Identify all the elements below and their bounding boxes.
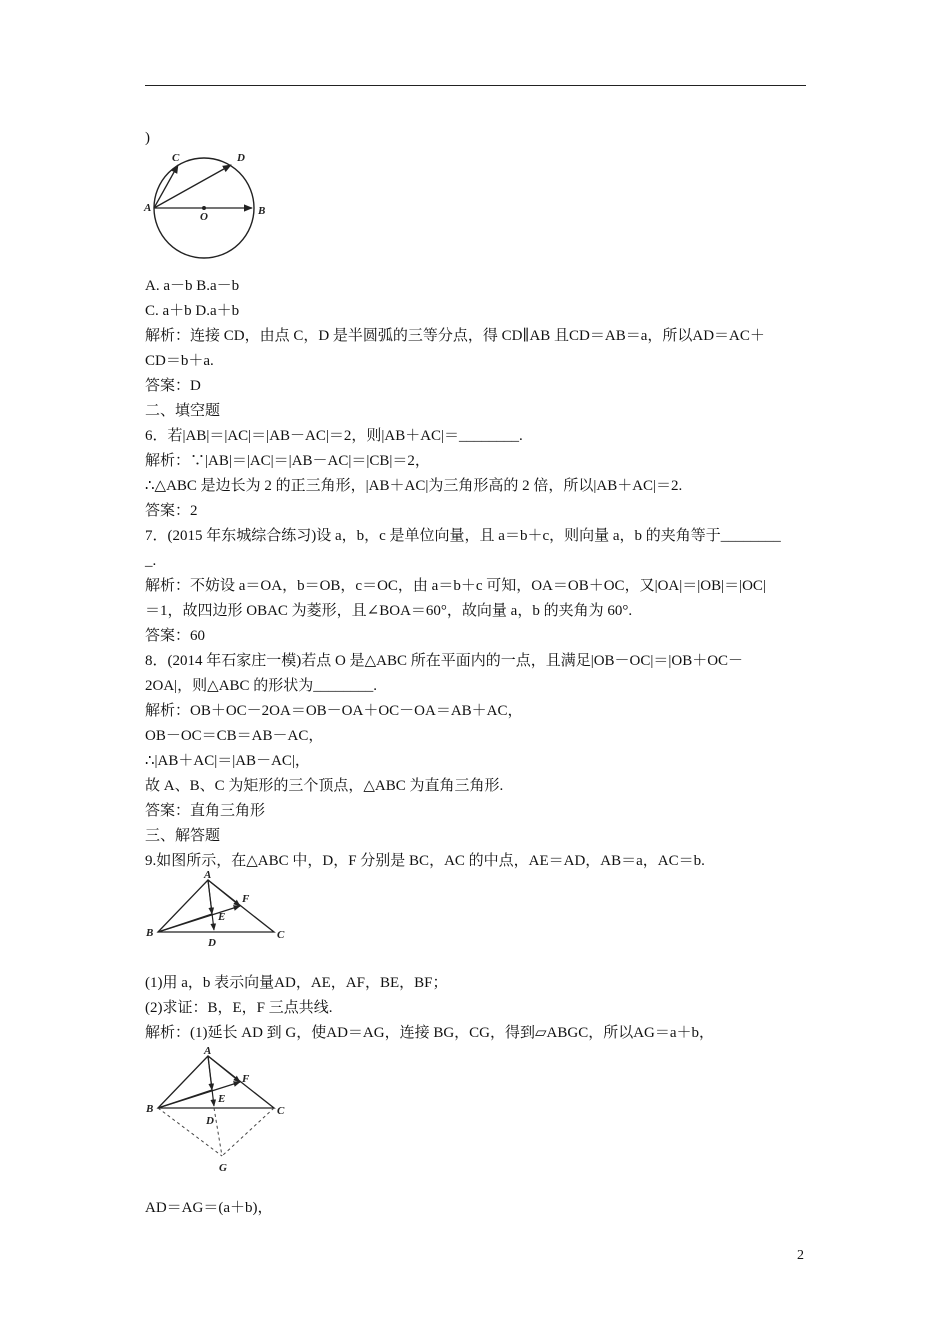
text-line: ∴|AB＋AC|＝|AB－AC|，	[145, 753, 310, 769]
label-f: F	[242, 1073, 250, 1085]
label-o: O	[200, 211, 208, 223]
label-c: C	[277, 929, 285, 941]
text-line: 解析：不妨设 a＝OA，b＝OB，c＝OC，由 a＝b＋c 可知，OA＝OB＋OC，又|OA|＝|OB|＝|OC|	[145, 578, 766, 594]
circle-vector-figure	[140, 148, 280, 260]
question-6: 6．若|AB|＝|AC|＝|AB－AC|＝2，则|AB＋AC|＝________.	[145, 428, 523, 444]
vector-af	[208, 880, 240, 906]
triangle-abc	[158, 1056, 274, 1108]
text-line: 2OA|，则△ABC 的形状为________.	[145, 678, 378, 694]
dashed-cg	[222, 1108, 274, 1156]
label-f: F	[242, 893, 250, 905]
label-d: D	[208, 937, 216, 949]
text-line: 解析：(1)延长 AD 到 G，使AD＝AG，连接 BG，CG，得到▱ABGC，所以AG＝a＋b，	[145, 1025, 715, 1041]
option-cd: C. a＋b D.a＋b	[145, 303, 240, 319]
label-d: D	[237, 152, 245, 164]
text-line: OB－OC＝CB＝AB－AC，	[145, 728, 324, 744]
text-line: 解析：OB＋OC－2OA＝OB－OA＋OC－OA＝AB＋AC，	[145, 703, 523, 719]
label-e: E	[218, 1093, 226, 1105]
label-b: B	[146, 1103, 154, 1115]
page-number: 2	[797, 1248, 804, 1263]
dashed-dg	[214, 1108, 222, 1156]
question-8: 8．(2014 年石家庄一模)若点 O 是△ABC 所在平面内的一点，且满足|OB－OC|＝|OB＋OC－	[145, 653, 744, 669]
text-line: )	[145, 130, 150, 146]
question-7: 7．(2015 年东城综合练习)设 a，b，c 是单位向量，且 a＝b＋c，则向量 a，b 的夹角等于________	[145, 528, 781, 544]
center-point	[202, 206, 206, 210]
label-a: A	[204, 1045, 212, 1057]
text-line: CD＝b＋a.	[145, 353, 214, 369]
label-c: C	[277, 1105, 285, 1117]
option-ab: A. a－b B.a－b	[145, 278, 240, 294]
label-d: D	[206, 1115, 214, 1127]
sub-question-1: (1)用 a，b 表示向量AD，AE，AF，BE，BF；	[145, 975, 448, 991]
label-b: B	[258, 205, 266, 217]
text-line: AD＝AG＝(a＋b)，	[145, 1200, 273, 1216]
label-a: A	[144, 202, 152, 214]
sub-question-2: (2)求证：B，E，F 三点共线.	[145, 1000, 333, 1016]
triangle-abc	[158, 880, 274, 932]
vector-ae	[208, 880, 212, 914]
text-line: ＝1，故四边形 OBAC 为菱形，且∠BOA＝60°，故向量 a，b 的夹角为 60°.	[145, 603, 633, 619]
parallelogram-figure	[140, 1044, 300, 1176]
label-a: A	[204, 869, 212, 881]
text-line: 解析：连接 CD，由点 C，D 是半圆弧的三等分点，得 CD∥AB 且CD＝AB＝a，所以AD＝AC＋	[145, 328, 765, 344]
answer-line: 答案：D	[145, 378, 201, 394]
text-line: _.	[145, 553, 157, 569]
label-g: G	[219, 1162, 227, 1174]
vector-ae	[208, 1056, 212, 1090]
text-line: ∴△ABC 是边长为 2 的正三角形，|AB＋AC|为三角形高的 2 倍，所以|AB＋AC|＝2.	[145, 478, 683, 494]
vector-af	[208, 1056, 240, 1082]
question-9: 9.如图所示，在△ABC 中，D，F 分别是 BC，AC 的中点，AE＝AD，AB＝a，AC＝b.	[145, 853, 705, 869]
label-b: B	[146, 927, 154, 939]
label-c: C	[172, 152, 180, 164]
section-heading: 三、解答题	[145, 828, 221, 844]
section-heading: 二、填空题	[145, 403, 221, 419]
header-rule	[145, 85, 806, 86]
triangle-figure	[140, 868, 300, 950]
answer-line: 答案：直角三角形	[145, 803, 266, 819]
text-line: 解析：∵|AB|＝|AC|＝|AB－AC|＝|CB|＝2，	[145, 453, 430, 469]
answer-line: 答案：60	[145, 628, 206, 644]
label-e: E	[218, 911, 226, 923]
answer-line: 答案：2	[145, 503, 198, 519]
text-line: 故 A、B、C 为矩形的三个顶点，△ABC 为直角三角形.	[145, 778, 504, 794]
